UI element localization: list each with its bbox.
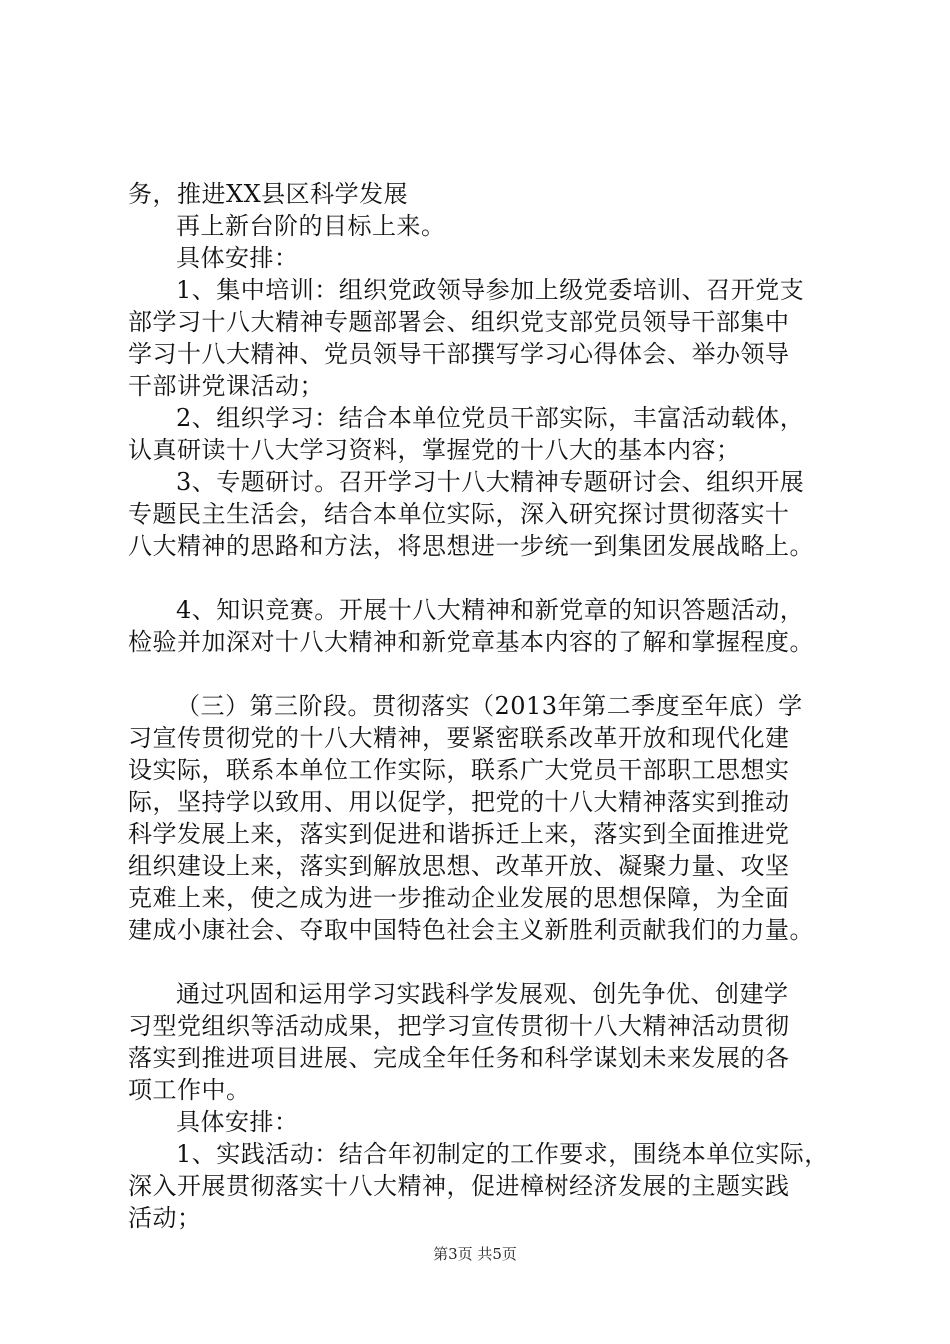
text-line: 组织建设上来，落实到解放思想、改革开放、凝聚力量、攻坚 (128, 852, 790, 880)
section-label: 具体安排： (176, 244, 299, 272)
text-line: 通过巩固和运用学习实践科学发展观、创先争优、创建学 (176, 980, 789, 1008)
text-line: 务，推进XX县区科学发展 (128, 180, 409, 208)
text-line: 科学发展上来，落实到促进和谐拆迁上来，落实到全面推进党 (128, 820, 790, 848)
text-line: 检验并加深对十八大精神和新党章基本内容的了解和掌握程度。 (128, 628, 814, 656)
text-line: 习宣传贯彻党的十八大精神，要紧密联系改革开放和现代化建 (128, 724, 790, 752)
section-label: 具体安排： (176, 1108, 299, 1136)
text-line: 项工作中。 (128, 1076, 251, 1104)
text-line: 克难上来，使之成为进一步推动企业发展的思想保障，为全面 (128, 884, 790, 912)
text-line: 1、实践活动：结合年初制定的工作要求，围绕本单位实际， (176, 1140, 829, 1168)
text-line: 落实到推进项目进展、完成全年任务和科学谋划未来发展的各 (128, 1044, 790, 1072)
text-line: 4、知识竞赛。开展十八大精神和新党章的知识答题活动， (176, 596, 805, 624)
text-line: 深入开展贯彻落实十八大精神，促进樟树经济发展的主题实践 (128, 1172, 790, 1200)
text-line: 际，坚持学以致用、用以促学，把党的十八大精神落实到推动 (128, 788, 790, 816)
text-line: 建成小康社会、夺取中国特色社会主义新胜利贡献我们的力量。 (128, 916, 814, 944)
text-line: 部学习十八大精神专题部署会、组织党支部党员领导干部集中 (128, 308, 790, 336)
text-line: 活动； (128, 1204, 202, 1232)
text-line: 专题民主生活会，结合本单位实际，深入研究探讨贯彻落实十 (128, 500, 790, 528)
text-line: 设实际，联系本单位工作实际，联系广大党员干部职工思想实 (128, 756, 790, 784)
text-line: （三）第三阶段。贯彻落实（2013年第二季度至年底）学 (176, 692, 803, 720)
text-line: 习型党组织等活动成果，把学习宣传贯彻十八大精神活动贯彻 (128, 1012, 790, 1040)
page-number-footer: 第3页 共5页 (433, 1245, 517, 1263)
text-line: 干部讲党课活动； (128, 372, 324, 400)
text-line: 1、集中培训：组织党政领导参加上级党委培训、召开党支 (176, 276, 805, 304)
text-line: 2、组织学习：结合本单位党员干部实际，丰富活动载体， (176, 404, 805, 432)
text-line: 学习十八大精神、党员领导干部撰写学习心得体会、举办领导 (128, 340, 790, 368)
text-line: 再上新台阶的目标上来。 (176, 212, 446, 240)
text-line: 认真研读十八大学习资料，掌握党的十八大的基本内容； (128, 436, 741, 464)
text-line: 3、专题研讨。召开学习十八大精神专题研讨会、组织开展 (176, 468, 805, 496)
text-line: 八大精神的思路和方法，将思想进一步统一到集团发展战略上。 (128, 532, 814, 560)
